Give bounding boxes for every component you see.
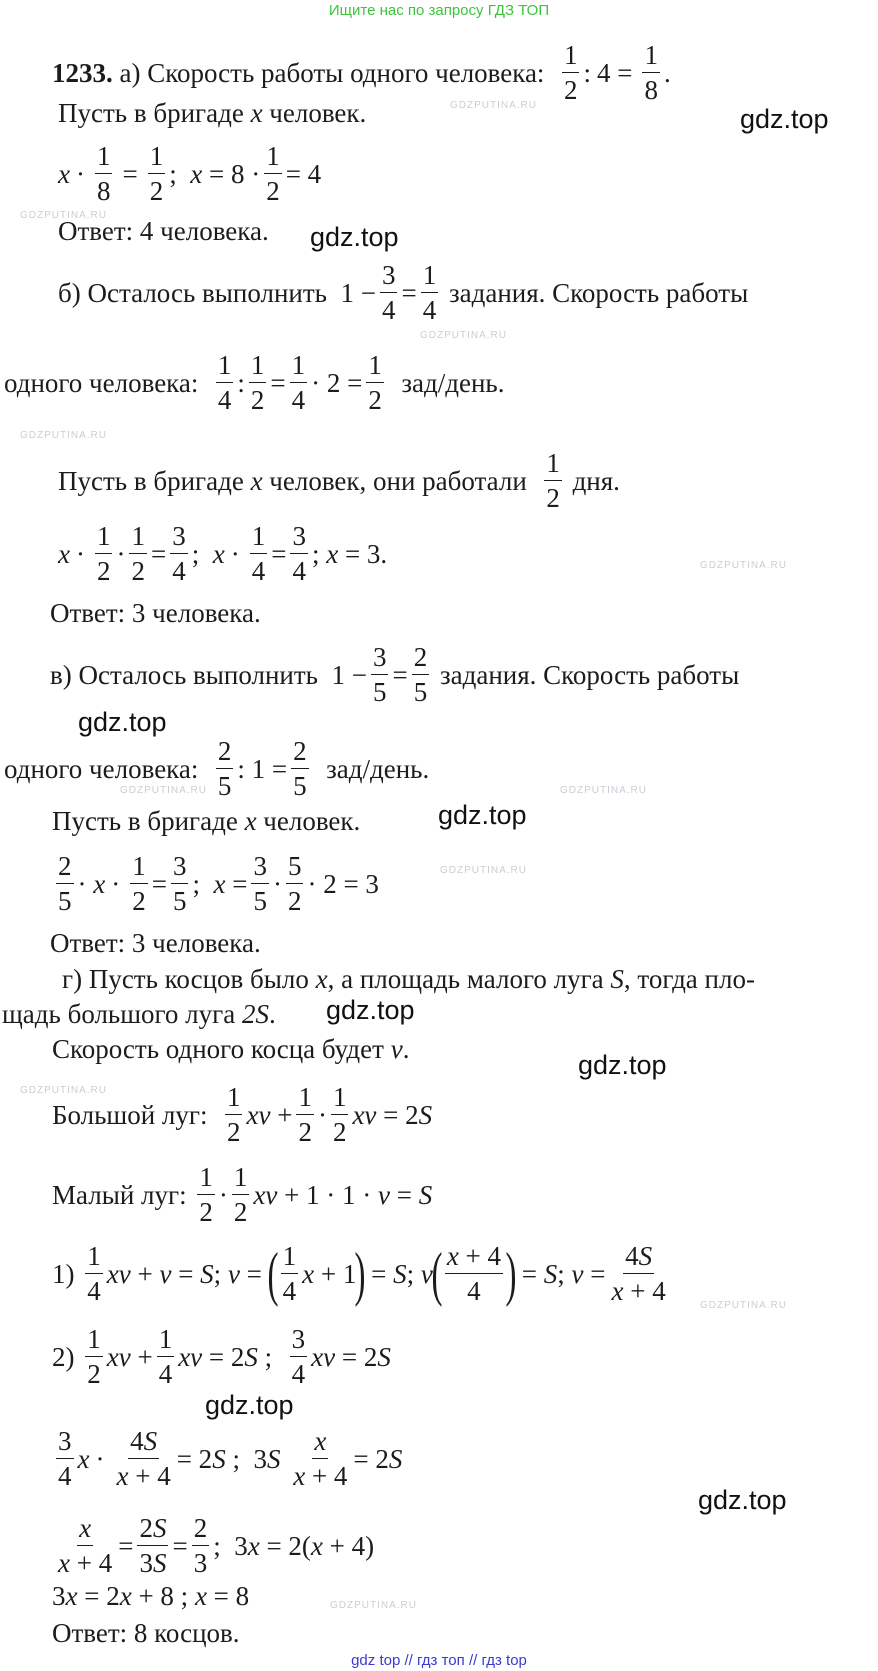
site-watermark: gdz.top (326, 995, 415, 1025)
let-tail: человек. (269, 98, 367, 128)
small-meadow-label: Малый луг: (52, 1179, 187, 1210)
let-var: x (244, 806, 257, 836)
let-tail: дня. (572, 465, 620, 496)
remain-text: Осталось выполнить (78, 659, 318, 690)
part-b-remain-line: б) Осталось выполнить 1 − $\frac{3}{4}$ = $\frac{1}{4}$ задания. Скорость работы (58, 260, 749, 325)
small-meadow-line: Малый луг: $\frac{1}{2}$ · $\frac{1}{2}$ xv + 1 · 1 · v = S (52, 1162, 433, 1227)
big-meadow-line: Большой луг: $\frac{1}{2}$ xv + $\frac{1}{2}$ · $\frac{1}{2}$ xv = 2 S (52, 1082, 433, 1147)
faint-watermark: GDZPUTINA.RU (560, 785, 647, 796)
let-tail: человек. (263, 806, 361, 836)
faint-watermark: GDZPUTINA.RU (700, 1300, 787, 1311)
faint-watermark: GDZPUTINA.RU (20, 430, 107, 441)
step2-substitution: $\frac{3}{4}$ x · $\frac{4S}{x + 4}$ = 2 S ; 3 S $\frac{x}{x + 4}$ = 2 S (58, 1426, 403, 1491)
part-a-label: а) (119, 57, 141, 88)
part-c-person-line: одного человека: $\frac{2}{5}$ : 1 = $\frac{2}{5}$ зад/день. (4, 736, 430, 801)
site-watermark: gdz.top (578, 1050, 667, 1080)
part-a-speed-line: 1233. а) Скорость работы одного человека: $\frac{1}{2}$ : 4 = $\frac{1}{8}$ . (52, 40, 671, 105)
person-text: одного человека: (4, 753, 199, 784)
part-d-speed-line: Скорость одного косца будет v . (52, 1034, 410, 1064)
step1-line: 1) $\frac{1}{4}$ xv + v = S ; v = ( $\frac{1}{4}$ x + 1 ) = S ; v ( $\frac{x + 4}{4}$ ) = S ; v = $\frac{4S}{x + 4}$ (52, 1241, 666, 1307)
line1-b: , а площадь малого луга (327, 964, 604, 994)
speed-text: Скорость одного косца будет (52, 1034, 384, 1064)
step1-label: 1) (52, 1258, 75, 1289)
part-a-speed-text: Скорость работы одного человека: (147, 57, 545, 88)
site-watermark: gdz.top (438, 800, 527, 830)
faint-watermark: GDZPUTINA.RU (420, 330, 507, 341)
part-c-equation: $\frac{2}{5}$ · x · $\frac{1}{2}$ = $\frac{3}{5}$ ; x = $\frac{3}{5}$ · $\frac{5}{2}$ · 2 = 3 (58, 851, 379, 916)
part-c-answer: Ответ: 3 человека. (50, 928, 261, 958)
let-var: x (250, 465, 263, 496)
part-d-answer: Ответ: 8 косцов. (52, 1618, 240, 1648)
part-b-let-line: Пусть в бригаде x человек, они работали $\frac{1}{2}$ дня. (58, 448, 620, 513)
site-watermark: gdz.top (740, 104, 829, 134)
let-mid: человек, они работали (269, 465, 527, 496)
formula: $\frac{1}{2}$ (563, 40, 578, 105)
part-b-equation: x · $\frac{1}{2}$ · $\frac{1}{2}$ = $\frac{3}{4}$ ; x · $\frac{1}{4}$ = $\frac{3}{4}$ ; x = 3. (58, 521, 388, 586)
problem-number: 1233. (52, 57, 113, 88)
let-text: Пусть в бригаде (58, 98, 244, 128)
faint-watermark: GDZPUTINA.RU (330, 1600, 417, 1611)
footer-link[interactable]: гдз top (481, 1652, 527, 1669)
per-day: зад/день. (401, 367, 505, 398)
person-text: одного человека: (4, 367, 199, 398)
footer-separator: // (468, 1652, 478, 1669)
site-watermark: gdz.top (78, 707, 167, 737)
search-banner: Ищите нас по запросу ГДЗ ТОП (328, 2, 550, 19)
speed-var: v (390, 1034, 403, 1064)
part-c-remain-line: в) Осталось выполнить 1 − $\frac{3}{5}$ = $\frac{2}{5}$ задания. Скорость работы (50, 642, 740, 707)
part-b-label: б) (58, 277, 81, 308)
big-meadow-label: Большой луг: (52, 1099, 208, 1130)
remain-tail: задания. Скорость работы (439, 659, 740, 690)
faint-watermark: GDZPUTINA.RU (450, 100, 537, 111)
step2-label: 2) (52, 1341, 75, 1372)
faint-watermark: GDZPUTINA.RU (440, 865, 527, 876)
line1-c: , тогда пло- (623, 964, 755, 994)
part-a-answer: Ответ: 4 человека. (58, 216, 269, 246)
footer-link[interactable]: gdz top (351, 1652, 401, 1669)
step2-ratio: $\frac{x}{x + 4}$ = $\frac{2S}{3S}$ = $\frac{2}{3}$ ; 3 x = 2( x + 4) (58, 1513, 375, 1578)
let-text: Пусть в бригаде (58, 465, 244, 496)
part-b-answer: Ответ: 3 человека. (50, 598, 261, 628)
part-a-equation: x · $\frac{1}{8}$ = $\frac{1}{2}$ ; x = 8 · $\frac{1}{2}$ = 4 (58, 141, 322, 206)
line2-c: . (268, 999, 276, 1029)
line2-s: 2S (241, 999, 269, 1029)
faint-watermark: GDZPUTINA.RU (700, 560, 787, 571)
faint-watermark: GDZPUTINA.RU (120, 785, 207, 796)
line1-s: S (610, 964, 624, 994)
step2-line: 2) $\frac{1}{2}$ xv + $\frac{1}{4}$ xv = 2 S ; $\frac{3}{4}$ xv = 2 S (52, 1324, 391, 1389)
line1-var: x (315, 964, 328, 994)
faint-watermark: GDZPUTINA.RU (20, 1085, 107, 1096)
part-c-label: в) (50, 659, 72, 690)
part-c-let-line (52, 808, 360, 835)
part-b-person-line: одного человека: $\frac{1}{4}$ : $\frac{1}{2}$ = $\frac{1}{4}$ · 2 = $\frac{1}{2}$ зад/день. (4, 350, 505, 415)
formula: $\frac{1}{8}$ (644, 40, 658, 105)
let-text: Пусть в бригаде (52, 806, 238, 836)
remain-tail: задания. Скорость работы (448, 277, 749, 308)
footer-link[interactable]: гдз топ (417, 1652, 465, 1669)
per-day: зад/день. (326, 753, 430, 784)
faint-watermark: GDZPUTINA.RU (20, 210, 107, 221)
site-watermark: gdz.top (310, 222, 399, 252)
remain-text: Осталось выполнить (87, 277, 327, 308)
step2-solve: 3 x = 2 x + 8 ; x = 8 (52, 1581, 250, 1611)
line1-a: Пусть косцов было (88, 964, 309, 994)
let-var: x (250, 98, 263, 128)
part-d-label: г) (62, 964, 83, 994)
line2-a: щадь большого луга (2, 999, 236, 1029)
site-watermark: gdz.top (698, 1485, 787, 1515)
site-watermark: gdz.top (205, 1390, 294, 1420)
footer-separator: // (404, 1652, 413, 1669)
footer-links (0, 1652, 878, 1669)
part-d-line2 (2, 1001, 276, 1028)
part-a-let-line (58, 100, 366, 127)
part-d-line1 (62, 966, 755, 993)
